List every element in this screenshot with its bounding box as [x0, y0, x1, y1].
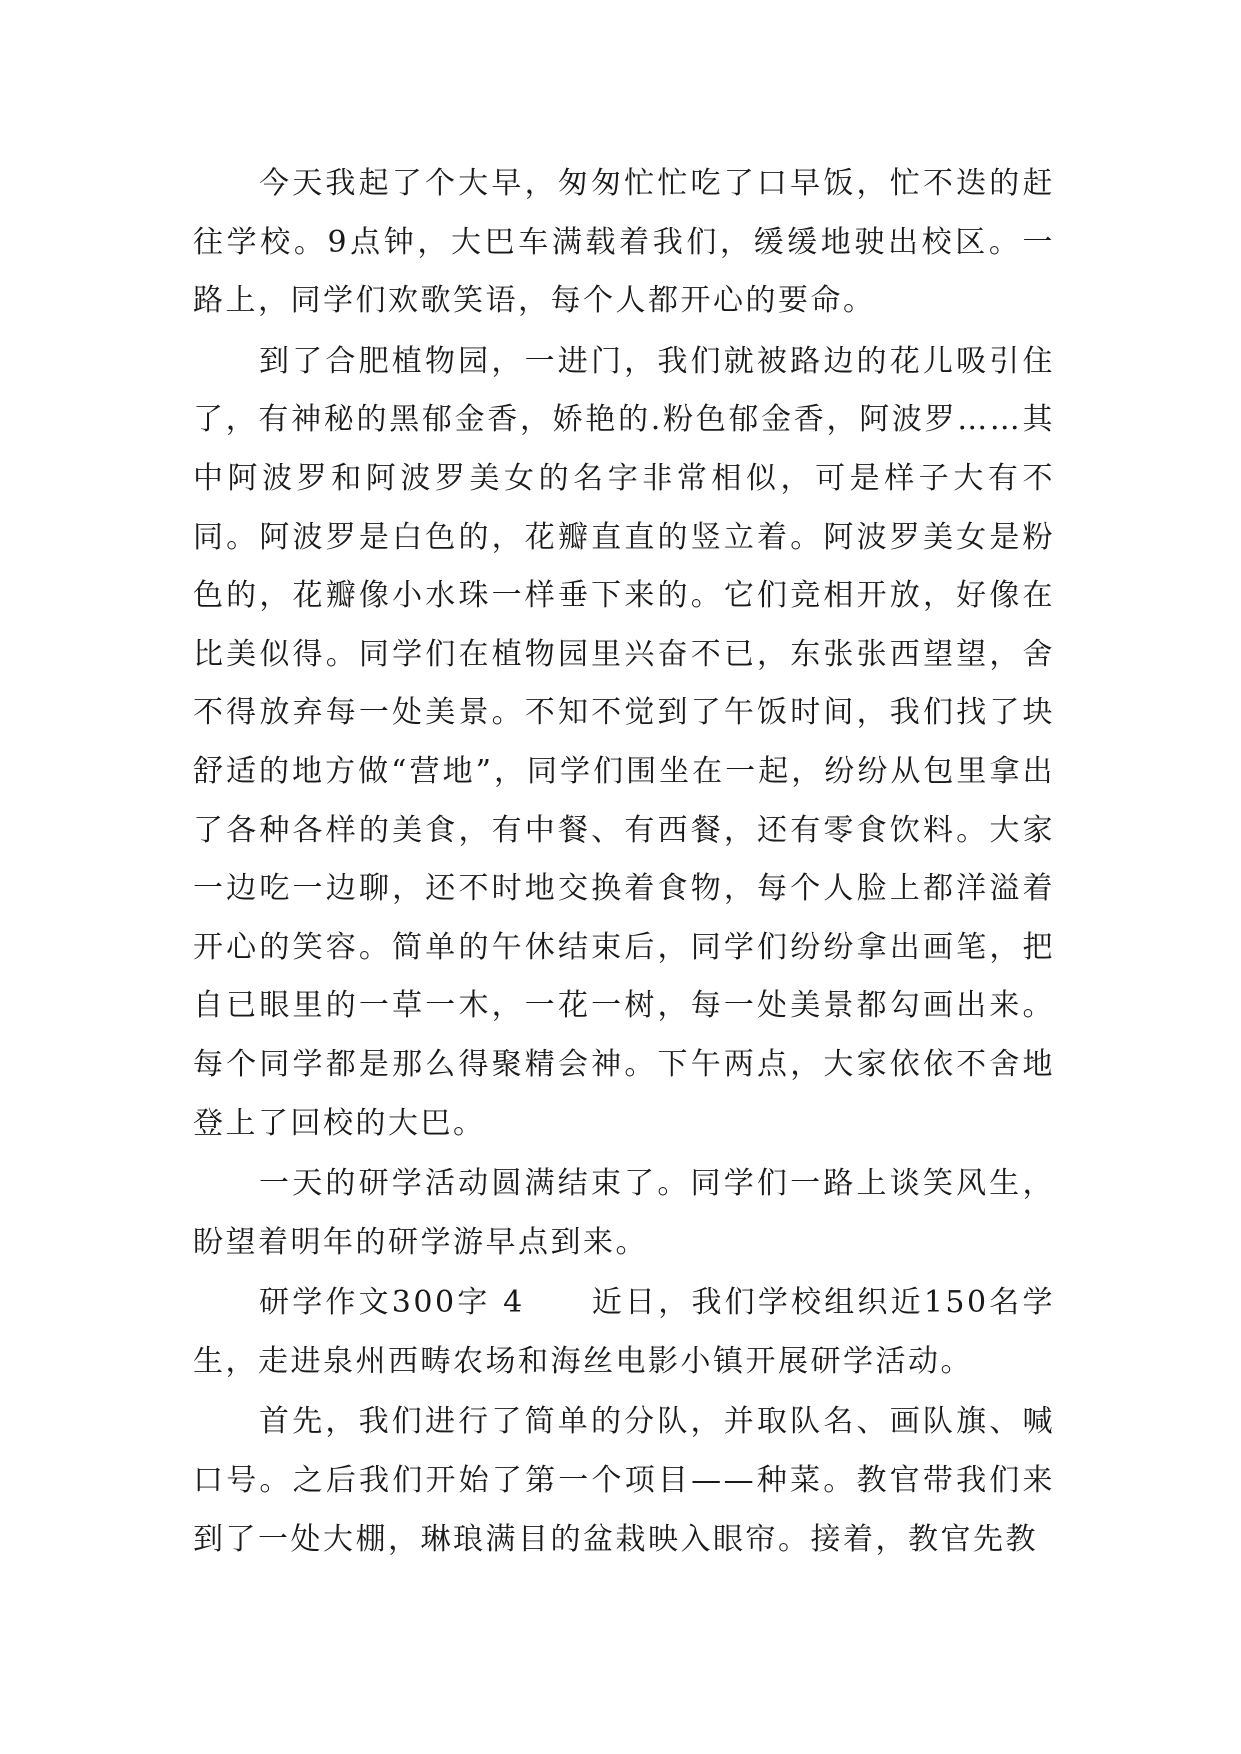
- paragraph-4: 研学作文300字 4 近日，我们学校组织近150名学生，走进泉州西畴农场和海丝电影小镇开展研学活动。: [193, 1285, 1055, 1379]
- essay-body: [193, 155, 1055, 1569]
- paragraph-3: 一天的研学活动圆满结束了。同学们一路上谈笑风生，盼望着明年的研学游早点到来。: [193, 1166, 1055, 1260]
- paragraph-5: 首先，我们进行了简单的分队，并取队名、画队旗、喊口号。之后我们开始了第一个项目——种菜。教官带我们来到了一处大棚，琳琅满目的盆栽映入眼帘。接着，教官先教: [193, 1404, 1055, 1557]
- paragraph-2: 到了合肥植物园，一进门，我们就被路边的花儿吸引住了，有神秘的黑郁金香，娇艳的.粉色郁金香，阿波罗……其中阿波罗和阿波罗美女的名字非常相似，可是样子大有不同。阿波罗是白色的，花瓣直直的竖立着。阿波罗美女是粉色的，花瓣像小水珠一样垂下来的。它们竞相开放，好像在比美似得。同学们在植物园里兴奋不已，东张张西望望，舍不得放弃每一处美景。不知不觉到了午饭时间，我们找了块舒适的地方做“营地”，同学们围坐在一起，纷纷从包里拿出了各种各样的美食，有中餐、有西餐，还有零食饮料。大家一边吃一边聊，还不时地交换着食物，每个人脸上都洋溢着开心的笑容。简单的午休结束后，同学们纷纷拿出画笔，把自已眼里的一草一木，一花一树，每一处美景都勾画出来。每个同学都是那么得聚精会神。下午两点，大家依依不舍地登上了回校的大巴。: [193, 343, 1055, 1141]
- paragraph-1: 今天我起了个大早，匆匆忙忙吃了口早饭，忙不迭的赶往学校。9点钟，大巴车满载着我们，缓缓地驶出校区。一路上，同学们欢歌笑语，每个人都开心的要命。: [193, 166, 1055, 319]
